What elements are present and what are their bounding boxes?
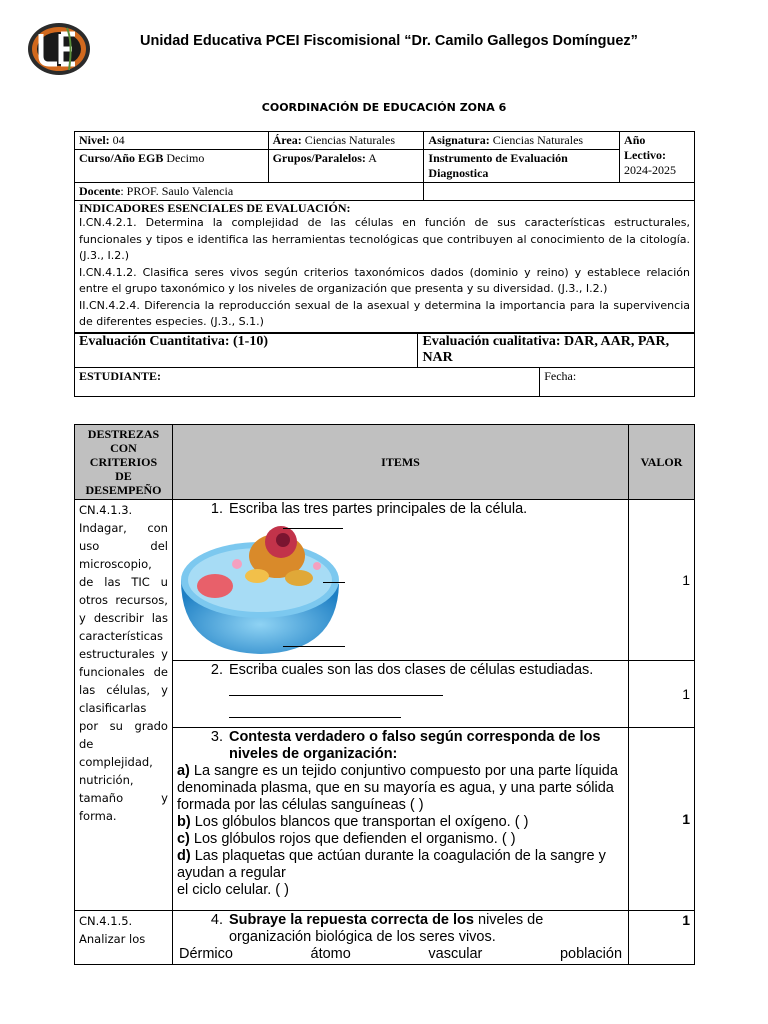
col-items-header: ITEMS xyxy=(172,425,628,500)
items-table xyxy=(74,424,695,965)
evaluation-table xyxy=(74,332,695,397)
option-atomo[interactable]: átomo xyxy=(310,946,351,962)
answer-line-5 xyxy=(229,705,401,718)
eval-cualitativa: Evaluación cualitativa: DAR, AAR, PAR, NAR xyxy=(418,333,695,368)
coordination-title: COORDINACIÓN DE EDUCACIÓN ZONA 6 xyxy=(261,101,507,114)
option-poblacion[interactable]: población xyxy=(559,946,623,962)
eval-cuantitativa: Evaluación Cuantitativa: (1-10) xyxy=(75,333,418,368)
col-valor-header: VALOR xyxy=(629,425,695,500)
estudiante-cell: ESTUDIANTE: xyxy=(75,368,540,397)
destreza-1: CN.4.1.3. Indagar, con uso del microscopio, de las TIC u otros recursos, y describir las características estructurales y funcionales de las células, y clasificarlas por su grado de complejidad, nutrición, tamaño y forma. xyxy=(75,500,173,911)
col-destrezas-header: DESTREZAS CON CRITERIOS DE DESEMPEÑO xyxy=(75,425,173,500)
indicadores-cell xyxy=(75,201,695,334)
anio-cell: Año Lectivo: 2024-2025 xyxy=(620,132,695,183)
grupos-cell: Grupos/Paralelos: A xyxy=(268,150,424,183)
curso-cell: Curso/Año EGB Decimo xyxy=(75,150,269,183)
option-vascular[interactable]: vascular xyxy=(428,946,483,962)
question-2: 2. Escriba cuales son las dos clases de células estudiadas. xyxy=(172,661,628,728)
q3-value: 1 xyxy=(629,728,695,911)
school-logo xyxy=(27,22,91,76)
school-name: Unidad Educativa PCEI Fiscomisional “Dr. Camilo Gallegos Domínguez” xyxy=(140,33,638,49)
q2-value: 1 xyxy=(629,661,695,728)
question-3: 3. Contesta verdadero o falso según corresponda de los niveles de organización: a) La sangre es un tejido conjuntivo compuesto por una parte líquida denominada plasma, que en su mayoría es agua, y una parte sólida formada por las células sanguíneas ( ) b) Los glóbulos blancos que transportan el oxígeno. ( ) c) Los glóbulos rojos que defienden el organismo. ( ) d) Las plaquetas que actúan durante la coagulación de la sangre y ayudan a regular el ciclo celular. ( ) xyxy=(172,728,628,911)
question-1: 1. Escriba las tres partes principales de la célula. xyxy=(172,500,628,661)
q4-value: 1 xyxy=(629,911,695,965)
option-dermico[interactable]: Dérmico xyxy=(178,946,233,962)
asignatura-cell: Asignatura: Ciencias Naturales xyxy=(424,132,620,150)
docente-cell: Docente: PROF. Saulo Valencia xyxy=(75,183,424,201)
indicador-1: I.CN.4.2.1. Determina la complejidad de las células en función de sus características estructurales, funcionales y tipos e identifica las herramientas tecnológicas que contribuyen al conocimiento de la citología. (J.3., I.2.) xyxy=(79,216,690,262)
answer-line-1 xyxy=(283,528,343,529)
nivel-cell: Nivel: 04 xyxy=(75,132,269,150)
indicadores-title: INDICADORES ESENCIALES DE EVALUACIÓN: xyxy=(79,201,351,215)
fecha-cell: Fecha: xyxy=(540,368,695,397)
info-table xyxy=(74,131,695,334)
empty-cell xyxy=(424,183,695,201)
instrumento-cell: Instrumento de Evaluación Diagnostica xyxy=(424,150,620,183)
animal-cell-illustration xyxy=(177,520,347,660)
answer-line-3 xyxy=(283,646,345,647)
area-cell: Área: Ciencias Naturales xyxy=(268,132,424,150)
answer-line-4 xyxy=(229,683,443,696)
q1-value: 1 xyxy=(629,500,695,661)
indicador-2: I.CN.4.1.2. Clasifica seres vivos según criterios taxonómicos dados (dominio y reino) y establece relación entre el grupo taxonómico y los niveles de organización que presenta y su diversidad. (J.3., I.2.) xyxy=(79,265,690,295)
question-4: 4. Subraye la repuesta correcta de los niveles de organización biológica de los seres vivos. Dérmico átomo vascular población xyxy=(172,911,628,965)
answer-line-2 xyxy=(323,582,345,583)
destreza-2: CN.4.1.5. Analizar los xyxy=(75,911,173,965)
indicador-3: II.CN.4.2.4. Diferencia la reproducción sexual de la asexual y determina la importancia para la supervivencia de diferentes especies. (J.3., S.1.) xyxy=(79,298,690,328)
